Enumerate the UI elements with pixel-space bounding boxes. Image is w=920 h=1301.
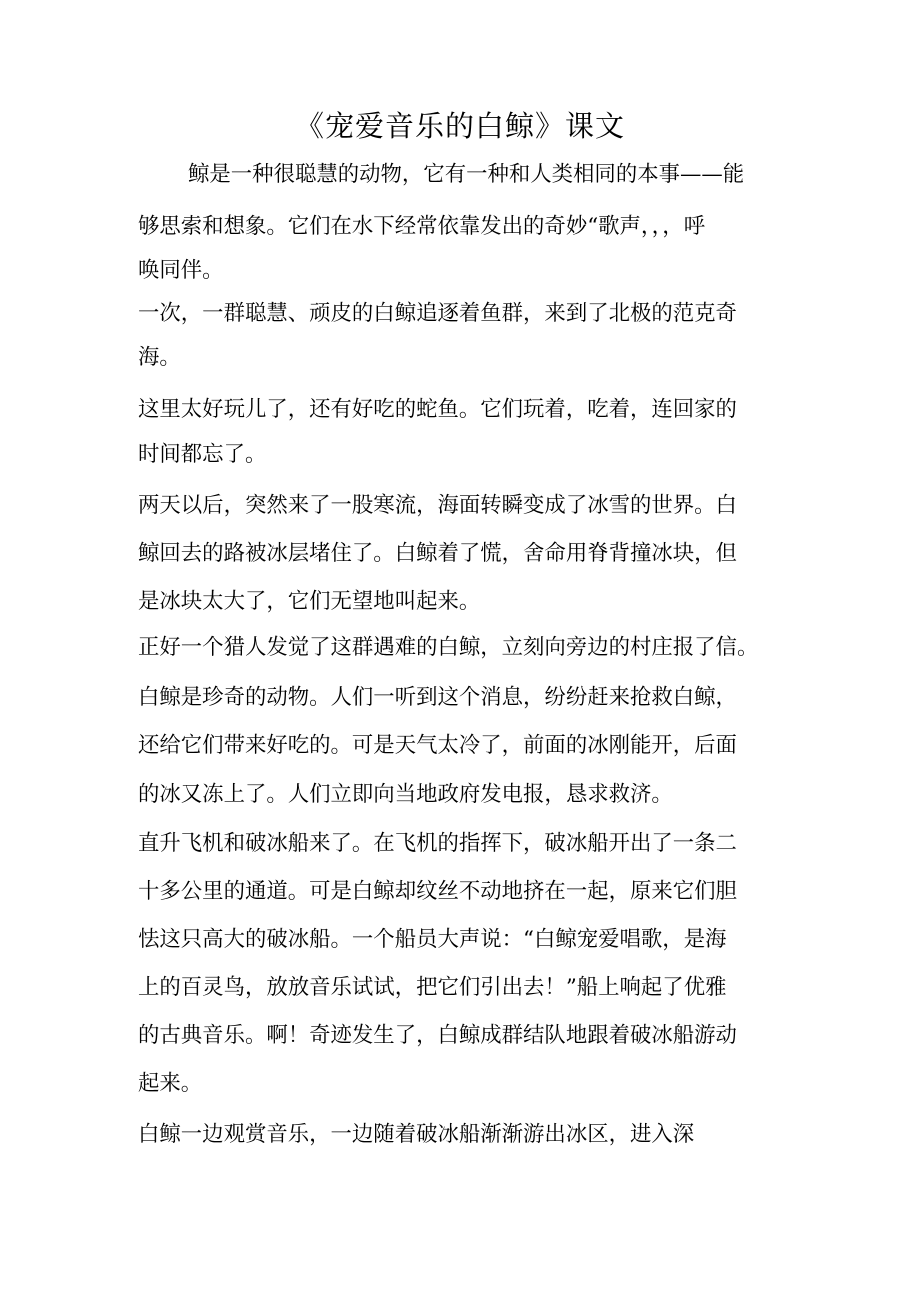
text-line: 的冰又冻上了。人们立即向当地政府发电报，恳求救济。: [138, 782, 673, 807]
text-line: 唤同伴。: [138, 258, 224, 283]
text-line: 时间都忘了。: [138, 442, 267, 467]
text-line: 这里太好玩儿了，还有好吃的蛇鱼。它们玩着，吃着，连回家的: [138, 397, 737, 422]
text-line: 够思索和想象。它们在水下经常依靠发出的奇妙“歌声，，，呼: [138, 214, 706, 239]
text-line: 一次，一群聪慧、顽皮的白鲸追逐着鱼群，来到了北极的范克奇: [138, 301, 737, 326]
text-line: 十多公里的通道。可是白鲸却纹丝不动地挤在一起，原来它们胆: [138, 879, 737, 904]
text-line: 白鲸一边观赏音乐，一边随着破冰船渐渐游出冰区，进入深: [138, 1122, 695, 1147]
text-line: 鲸是一种很聪慧的动物，它有一种和人类相同的本事——能: [188, 162, 745, 187]
page-title: 《宠爱音乐的白鲸》课文: [294, 109, 625, 143]
text-line: 怯这只高大的破冰船。一个船员大声说：“白鲸宠爱唱歌，是海: [138, 927, 727, 952]
text-line: 两天以后，突然来了一股寒流，海面转瞬变成了冰雪的世界。白: [138, 493, 737, 518]
text-line: 还给它们带来好吃的。可是天气太冷了，前面的冰刚能开，后面: [138, 733, 737, 758]
text-line: 起来。: [138, 1071, 203, 1096]
text-line: 白鲸是珍奇的动物。人们一听到这个消息，纷纷赶来抢救白鲸，: [138, 685, 737, 710]
text-line: 是冰块太大了，它们无望地叫起来。: [138, 589, 481, 614]
text-line: 上的百灵鸟，放放音乐试试，把它们引出去！”船上响起了优雅: [138, 975, 727, 1000]
text-line: 海。: [138, 345, 181, 370]
text-line: 直升飞机和破冰船来了。在飞机的指挥下，破冰船开出了一条二: [138, 831, 737, 856]
text-line: 的古典音乐。啊！奇迹发生了，白鲸成群结队地跟着破冰船游动: [138, 1023, 737, 1048]
text-line: 正好一个猎人发觉了这群遇难的白鲸，立刻向旁边的村庄报了信。: [138, 635, 759, 660]
text-line: 鲸回去的路被冰层堵住了。白鲸着了慌，舍命用脊背撞冰块，但: [138, 541, 737, 566]
